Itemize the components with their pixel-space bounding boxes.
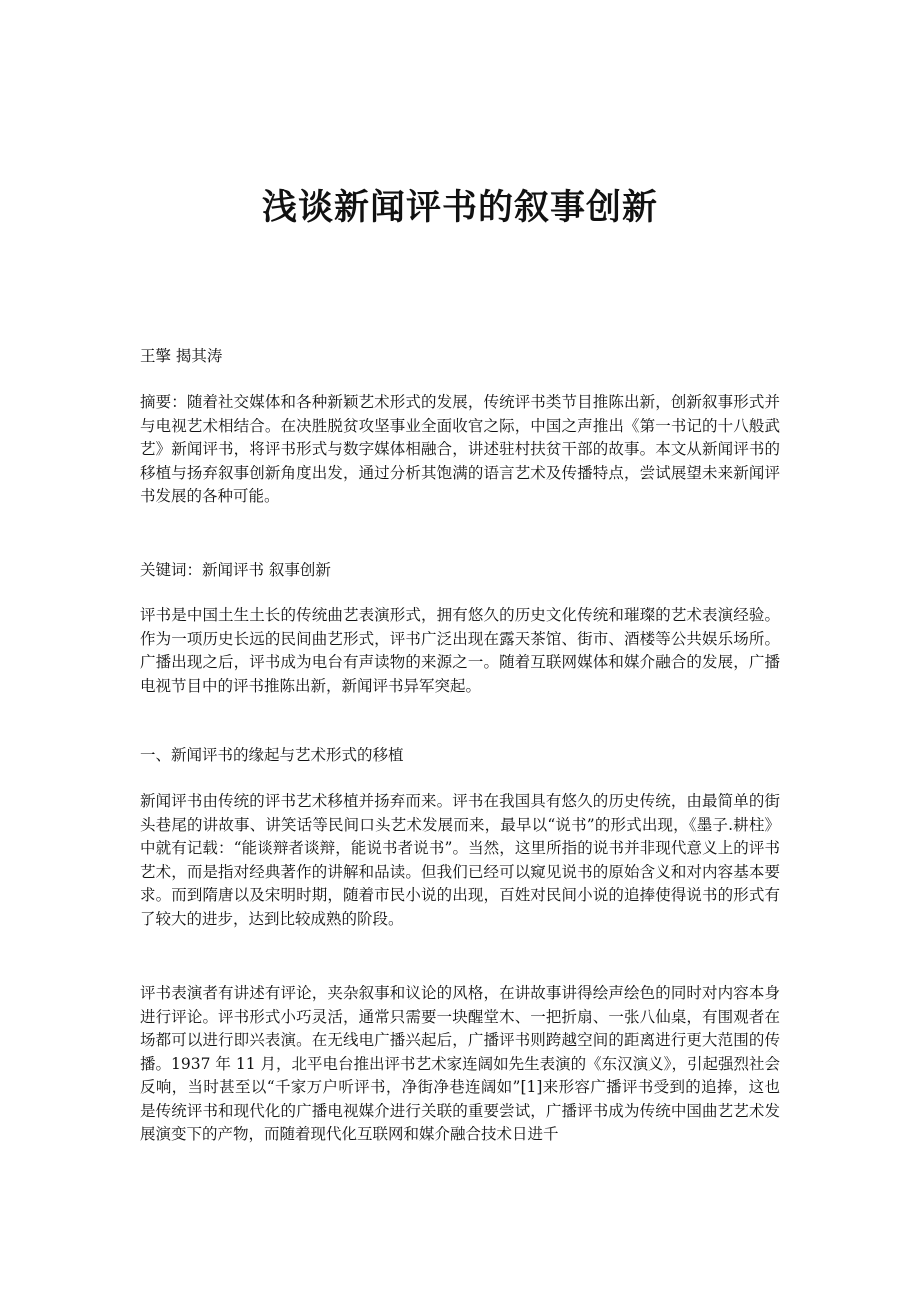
keywords: 关键词：新闻评书 叙事创新 bbox=[140, 561, 331, 579]
body-paragraph-3: 评书表演者有讲述有评论，夹杂叙事和议论的风格，在讲故事讲得绘声绘色的同时对内容本身进行评论。评书形式小巧灵活，通常只需要一块醒堂木、一把折扇、一张八仙桌，有围观者在场都可以进行即兴表演。在无线电广播兴起后，广播评书则跨越空间的距离进行更大范围的传播。1937 年 11 月，北平电台推出评书艺术家连阔如先生表演的《东汉演义》，引起强烈社会反响，当时甚至以“千家万户听评书，净街净巷连阔如”[1]来形容广播评书受到的追捧，这也是传统评书和现代化的广播电视媒介进行关联的重要尝试，广播评书成为传统中国曲艺艺术发展演变下的产物，而随着现代化互联网和媒介融合技术日进千 bbox=[140, 984, 780, 1143]
section-heading-1: 一、新闻评书的缘起与艺术形式的移植 bbox=[140, 746, 404, 764]
document-title: 浅谈新闻评书的叙事创新 bbox=[261, 187, 658, 228]
authors: 王擎 揭其涛 bbox=[140, 347, 223, 365]
abstract-paragraph: 摘要：随着社交媒体和各种新颖艺术形式的发展，传统评书类节目推陈出新，创新叙事形式并与电视艺术相结合。在决胜脱贫攻坚事业全面收官之际，中国之声推出《第一书记的十八般武艺》新闻评书，将评书形式与数字媒体相融合，讲述驻村扶贫干部的故事。本文从新闻评书的移植与扬弃叙事创新角度出发，通过分析其饱满的语言艺术及传播特点，尝试展望未来新闻评书发展的各种可能。 bbox=[140, 393, 780, 505]
body-paragraph-2: 新闻评书由传统的评书艺术移植并扬弃而来。评书在我国具有悠久的历史传统，由最简单的街头巷尾的讲故事、讲笑话等民间口头艺术发展而来，最早以“说书”的形式出现，《墨子.耕柱》中就有记载：“能谈辩者谈辩，能说书者说书”。当然，这里所指的说书并非现代意义上的评书艺术，而是指对经典著作的讲解和品读。但我们已经可以窥见说书的原始含义和对内容基本要求。而到隋唐以及宋明时期，随着市民小说的出现，百姓对民间小说的追捧使得说书的形式有了较大的进步，达到比较成熟的阶段。 bbox=[140, 792, 780, 928]
body-paragraph-1: 评书是中国土生土长的传统曲艺表演形式，拥有悠久的历史文化传统和璀璨的艺术表演经验。作为一项历史长远的民间曲艺形式，评书广泛出现在露天茶馆、街市、酒楼等公共娱乐场所。广播出现之后，评书成为电台有声读物的来源之一。随着互联网媒体和媒介融合的发展，广播电视节目中的评书推陈出新，新闻评书异军突起。 bbox=[140, 606, 780, 695]
